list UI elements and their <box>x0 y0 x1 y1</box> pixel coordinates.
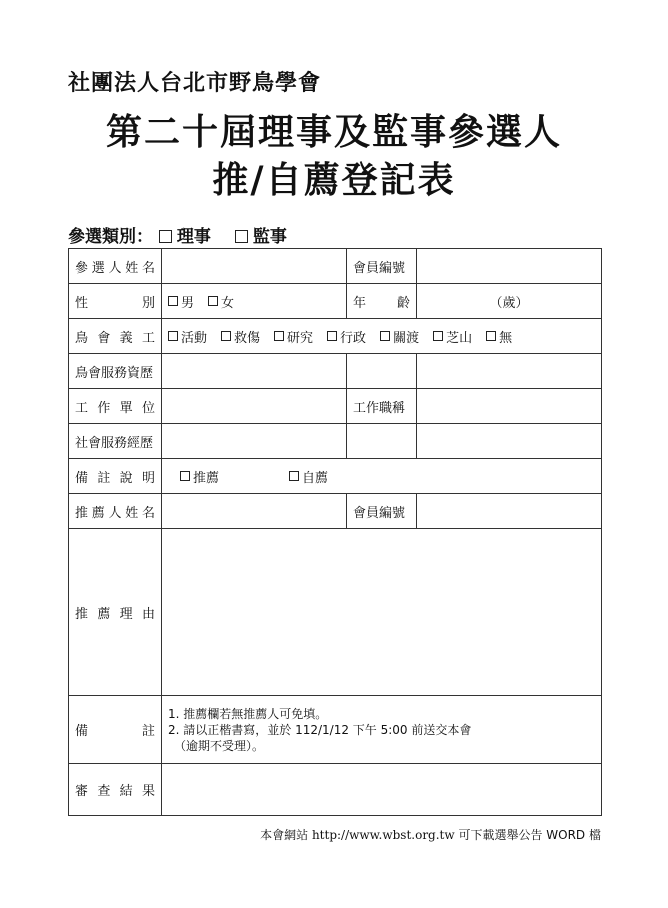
recommender-name-label <box>69 494 162 529</box>
member-no-label: 會員編號 <box>347 249 417 284</box>
registration-form-table <box>68 248 602 816</box>
review-row <box>69 764 602 816</box>
checkbox-icon <box>433 331 443 341</box>
social-service-field-2[interactable] <box>347 424 417 459</box>
volunteer-option-label: 行政 <box>340 330 367 346</box>
supervisor-option-label: 監事 <box>252 227 287 247</box>
recommend-option-label: 推薦 <box>193 470 220 486</box>
recommender-row <box>69 494 602 529</box>
remarks-options <box>162 459 602 494</box>
gender-female-option[interactable] <box>208 292 234 311</box>
service-history-field-3[interactable] <box>417 354 602 389</box>
age-unit: （歲） <box>489 295 529 311</box>
review-label <box>69 764 162 816</box>
gender-age-row <box>69 284 602 319</box>
form-title-line2: 推/自薦登記表 <box>212 159 456 201</box>
footer-suffix: 可下載選舉公告 WORD 檔 <box>458 828 601 842</box>
checkbox-icon <box>380 331 390 341</box>
candidate-name-label <box>69 249 162 284</box>
workplace-row <box>69 389 602 424</box>
recommender-name-label-text: 推 薦 人 姓 名 <box>75 505 155 521</box>
director-checkbox[interactable] <box>159 230 172 243</box>
service-history-label: 鳥會服務資歷 <box>69 354 162 389</box>
note-line-3: （逾期不受理）。 <box>174 738 265 753</box>
reason-row <box>69 529 602 696</box>
social-service-field-3[interactable] <box>417 424 602 459</box>
social-service-row <box>69 424 602 459</box>
volunteer-option-label: 關渡 <box>393 330 420 346</box>
review-field[interactable] <box>162 764 602 816</box>
checkbox-icon <box>289 471 299 481</box>
checkbox-icon <box>327 331 337 341</box>
volunteer-option-activity[interactable] <box>168 327 207 346</box>
volunteer-option-label: 救傷 <box>234 330 261 346</box>
workplace-field[interactable] <box>162 389 347 424</box>
form-title-line1: 第二十屆理事及監事參選人 <box>105 111 562 153</box>
notes-label <box>69 696 162 764</box>
notes-row <box>69 696 602 764</box>
recommend-option[interactable] <box>180 467 219 486</box>
workplace-label <box>69 389 162 424</box>
gender-field <box>162 284 347 319</box>
volunteer-option-guandu[interactable] <box>380 327 419 346</box>
age-label-text: 年 齡 <box>353 295 410 311</box>
reason-field[interactable] <box>162 529 602 696</box>
checkbox-icon <box>168 331 178 341</box>
social-service-label: 社會服務經歷 <box>69 424 162 459</box>
volunteer-label-text: 鳥 會 義 工 <box>75 330 155 346</box>
gender-male-option[interactable] <box>168 292 194 311</box>
volunteer-options <box>162 319 602 354</box>
candidate-name-field[interactable] <box>162 249 347 284</box>
volunteer-option-rescue[interactable] <box>221 327 260 346</box>
social-service-field[interactable] <box>162 424 347 459</box>
footer-prefix: 本會網站 <box>260 828 309 842</box>
reason-label-text: 推 薦 理 由 <box>75 606 155 622</box>
checkbox-icon <box>168 296 178 306</box>
candidate-row <box>69 249 602 284</box>
volunteer-option-research[interactable] <box>274 327 313 346</box>
checkbox-icon <box>274 331 284 341</box>
category-label: 參選類別： <box>68 227 153 247</box>
workplace-label-text: 工 作 單 位 <box>75 400 155 416</box>
footer-note <box>260 826 601 843</box>
self-recommend-option-label: 自薦 <box>302 470 329 486</box>
checkbox-icon <box>486 331 496 341</box>
member-no-field[interactable] <box>417 249 602 284</box>
gender-male-label: 男 <box>181 295 195 311</box>
recommender-member-no-label: 會員編號 <box>347 494 417 529</box>
volunteer-option-admin[interactable] <box>327 327 366 346</box>
note-line-2: 2. 請以正楷書寫，並於 112/1/12 下午 5:00 前送交本會 <box>168 722 472 737</box>
note-line-1: 1. 推薦欄若無推薦人可免填。 <box>168 706 328 721</box>
service-history-field[interactable] <box>162 354 347 389</box>
age-field[interactable] <box>417 284 602 319</box>
volunteer-option-label: 活動 <box>181 330 208 346</box>
checkbox-icon <box>180 471 190 481</box>
director-option-label: 理事 <box>176 227 211 247</box>
volunteer-label <box>69 319 162 354</box>
website-link[interactable]: http://www.wbst.org.tw <box>311 828 455 842</box>
volunteer-row <box>69 319 602 354</box>
remarks-label-text: 備 註 說 明 <box>75 470 155 486</box>
candidate-name-label-text: 參 選 人 姓 名 <box>75 260 155 276</box>
recommender-member-no-field[interactable] <box>417 494 602 529</box>
job-title-field[interactable] <box>417 389 602 424</box>
notes-content <box>162 696 602 764</box>
supervisor-checkbox[interactable] <box>235 230 248 243</box>
age-label <box>347 284 417 319</box>
volunteer-option-label: 研究 <box>287 330 314 346</box>
recommender-name-field[interactable] <box>162 494 347 529</box>
volunteer-option-label: 芝山 <box>446 330 473 346</box>
candidacy-category <box>68 222 305 247</box>
checkbox-icon <box>208 296 218 306</box>
volunteer-option-none[interactable] <box>486 327 512 346</box>
service-history-row <box>69 354 602 389</box>
volunteer-option-zhishan[interactable] <box>433 327 472 346</box>
checkbox-icon <box>221 331 231 341</box>
gender-label-text: 性 別 <box>75 295 155 311</box>
notes-label-text: 備 註 <box>75 724 155 739</box>
self-recommend-option[interactable] <box>289 467 328 486</box>
gender-female-label: 女 <box>221 295 235 311</box>
reason-label <box>69 529 162 696</box>
remarks-label <box>69 459 162 494</box>
review-label-text: 審 查 結 果 <box>75 784 155 799</box>
gender-label <box>69 284 162 319</box>
job-title-label: 工作職稱 <box>347 389 417 424</box>
remarks-row <box>69 459 602 494</box>
service-history-field-2[interactable] <box>347 354 417 389</box>
volunteer-option-label: 無 <box>499 330 513 346</box>
org-name: 社團法人台北市野鳥學會 <box>68 71 322 96</box>
